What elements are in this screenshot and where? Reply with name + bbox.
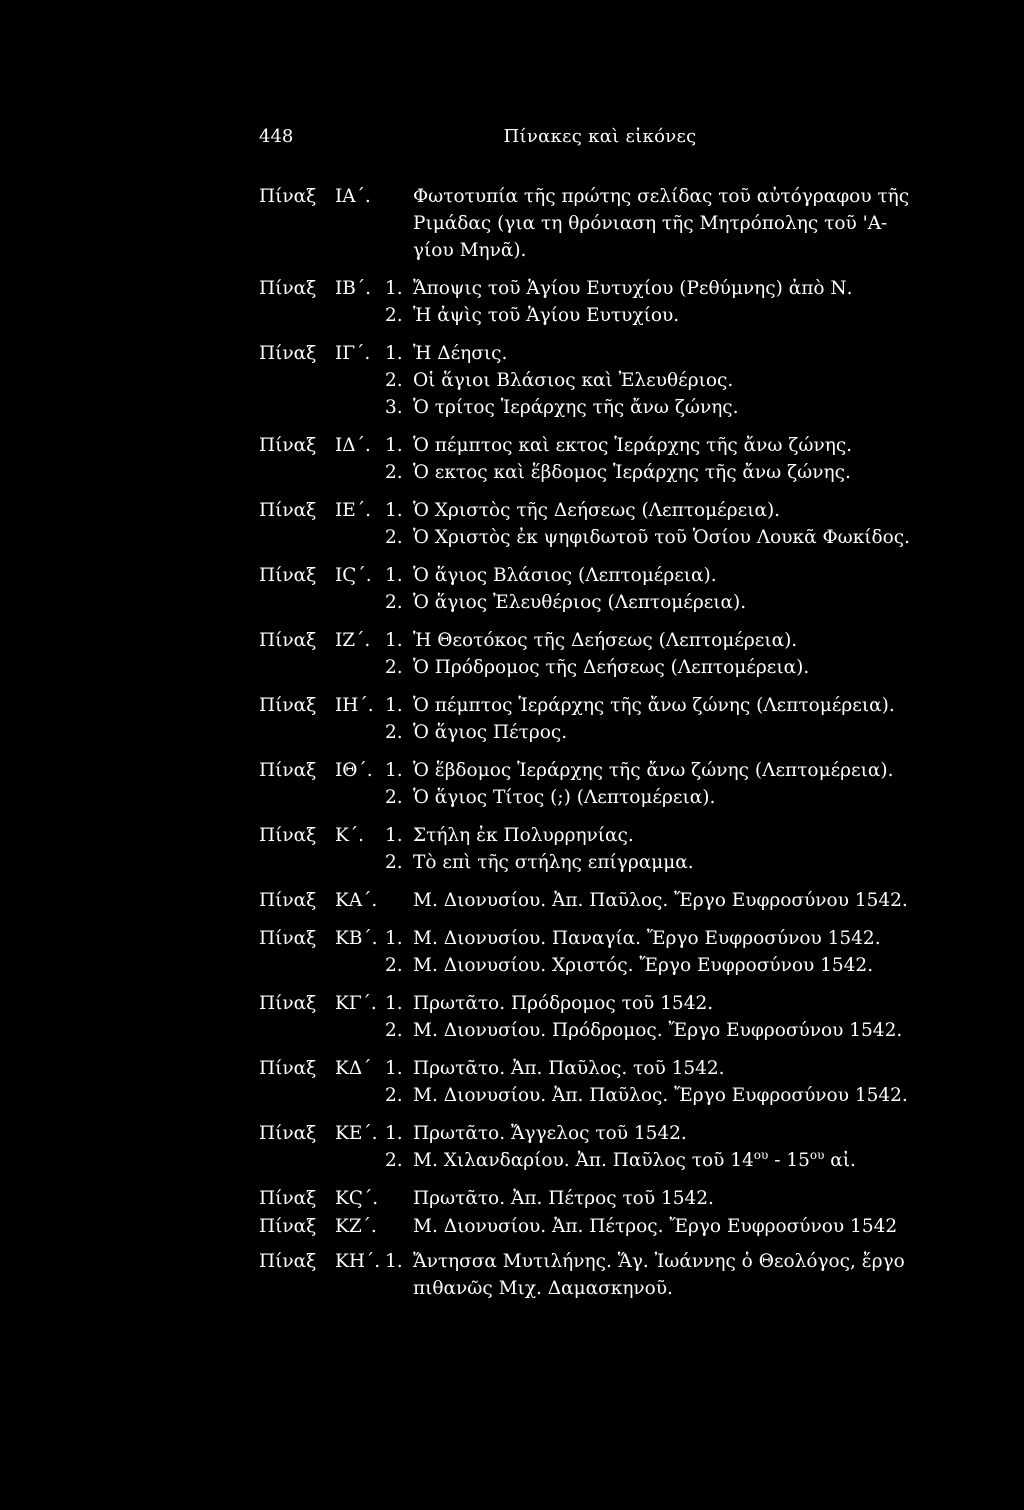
plate-label: Πίναξ [259, 565, 317, 586]
item-caption: Ὁ ἅγιος Βλάσιος (Λεπτομέρεια). [413, 565, 717, 586]
item-number: 1. [385, 343, 403, 364]
plate-number: ΙΔ΄. [335, 435, 371, 456]
plate-number: ΙΑ΄. [335, 186, 371, 207]
item-caption: Φωτοτυπία τῆς πρώτης σελίδας τοῦ αὐτόγραφου τῆς [413, 186, 910, 207]
plate-number: ΚΕ΄. [335, 1123, 378, 1144]
item-number: 2. [385, 1020, 403, 1041]
item-caption: γίου Μηνᾶ). [413, 240, 527, 261]
item-caption: Ἡ Δέησις. [413, 343, 508, 364]
plate-label: Πίναξ [259, 825, 317, 846]
plate-label: Πίναξ [259, 1058, 317, 1079]
item-caption: Ὁ ἅγιος Ἐλευθέριος (Λεπτομέρεια). [413, 592, 747, 613]
item-caption: Ὁ τρίτος Ἱεράρχης τῆς ἄνω ζώνης. [413, 397, 739, 418]
plate-number: ΚΖ΄. [335, 1216, 377, 1237]
item-caption: Ὁ πέμπτος καὶ εκτος Ἱεράρχης τῆς ἄνω ζώνης. [413, 435, 853, 456]
item-number: 1. [385, 1058, 403, 1079]
plate-label: Πίναξ [259, 278, 317, 299]
item-number: 1. [385, 928, 403, 949]
plate-label: Πίναξ [259, 760, 317, 781]
plate-number: ΚΒ΄. [335, 928, 378, 949]
item-caption: πιθανῶς Μιχ. Δαμασκηνοῦ. [413, 1278, 673, 1299]
plate-label: Πίναξ [259, 1216, 317, 1237]
plate-label: Πίναξ [259, 1188, 317, 1209]
item-caption: Ὁ Χριστὸς τῆς Δεήσεως (Λεπτομέρεια). [413, 500, 781, 521]
item-caption: Ἡ ἀψὶς τοῦ Ἁγίου Ευτυχίου. [413, 305, 680, 326]
item-number: 2. [385, 852, 403, 873]
item-number: 2. [385, 722, 403, 743]
item-caption: Ὁ Πρόδρομος τῆς Δεήσεως (Λεπτομέρεια). [413, 657, 810, 678]
item-number: 1. [385, 1251, 403, 1272]
item-caption: Μ. Διονυσίου. Χριστός. Ἔργο Ευφροσύνου 1542. [413, 955, 874, 976]
plate-label: Πίναξ [259, 695, 317, 716]
page-number: 448 [259, 126, 294, 147]
item-number: 1. [385, 278, 403, 299]
plate-number: ΙΒ΄. [335, 278, 372, 299]
plate-label: Πίναξ [259, 435, 317, 456]
plate-number: ΙϚ΄. [335, 565, 372, 586]
plate-number: ΙΖ΄. [335, 630, 371, 651]
item-number: 1. [385, 630, 403, 651]
item-number: 1. [385, 435, 403, 456]
item-number: 2. [385, 370, 403, 391]
item-caption: Τὸ επὶ τῆς στήλης επίγραμμα. [413, 852, 694, 873]
plate-number: ΚΑ΄. [335, 890, 378, 911]
plate-number: ΚΗ΄. [335, 1251, 381, 1272]
plate-label: Πίναξ [259, 343, 317, 364]
item-caption: Στήλη ἐκ Πολυρρηνίας. [413, 825, 634, 846]
item-caption: Ἄντησσα Μυτιλήνης. Ἅγ. Ἰωάννης ὁ Θεολόγος, ἔργο [413, 1251, 905, 1272]
item-caption: Οἱ ἅγιοι Βλάσιος καὶ Ἐλευθέριος. [413, 370, 734, 391]
item-caption: Μ. Διονυσίου. Πρόδρομος. Ἔργο Ευφροσύνου 1542. [413, 1020, 903, 1041]
item-number: 1. [385, 993, 403, 1014]
plate-number: ΙΓ΄. [335, 343, 371, 364]
item-number: 1. [385, 1123, 403, 1144]
item-number: 1. [385, 825, 403, 846]
item-number: 2. [385, 787, 403, 808]
running-title: Πίνακες καὶ εἰκόνες [503, 126, 697, 147]
item-caption: Ὁ Χριστὸς ἐκ ψηφιδωτοῦ τοῦ Ὁσίου Λουκᾶ Φωκίδος. [413, 527, 911, 548]
item-caption: Πρωτᾶτο. Ἄγγελος τοῦ 1542. [413, 1123, 687, 1144]
plate-number: ΙΕ΄. [335, 500, 371, 521]
item-number: 2. [385, 462, 403, 483]
item-number: 2. [385, 1150, 403, 1171]
item-caption: Πρωτᾶτο. Ἀπ. Παῦλος. τοῦ 1542. [413, 1058, 725, 1079]
item-number: 2. [385, 657, 403, 678]
plate-number: ΚΔ΄ [335, 1058, 372, 1079]
item-caption: Μ. Διονυσίου. Παναγία. Ἔργο Ευφροσύνου 1542. [413, 928, 881, 949]
item-number: 1. [385, 695, 403, 716]
plate-number: ΚϚ΄. [335, 1188, 379, 1209]
item-caption: Ἡ Θεοτόκος τῆς Δεήσεως (Λεπτομέρεια). [413, 630, 798, 651]
plate-number: Κ΄. [335, 825, 364, 846]
item-caption: Ὁ ἅγιος Τίτος (;) (Λεπτομέρεια). [413, 787, 716, 808]
plate-label: Πίναξ [259, 890, 317, 911]
item-number: 1. [385, 565, 403, 586]
plate-label: Πίναξ [259, 1123, 317, 1144]
plate-label: Πίναξ [259, 928, 317, 949]
page-header [0, 126, 1024, 156]
item-number: 3. [385, 397, 403, 418]
item-number: 1. [385, 500, 403, 521]
item-caption: Ὁ ἕβδομος Ἱεράρχης τῆς ἄνω ζώνης (Λεπτομέρεια). [413, 760, 894, 781]
plate-label: Πίναξ [259, 1251, 317, 1272]
item-number: 2. [385, 527, 403, 548]
item-number: 1. [385, 760, 403, 781]
plate-label: Πίναξ [259, 186, 317, 207]
plate-label: Πίναξ [259, 993, 317, 1014]
item-caption: Μ. Διονυσίου. Ἀπ. Παῦλος. Ἔργο Ευφροσύνου 1542. [413, 1085, 908, 1106]
item-number: 2. [385, 305, 403, 326]
item-caption: Ἄποψις τοῦ Ἁγίου Ευτυχίου (Ρεθύμνης) ἀπὸ Ν. [413, 278, 853, 299]
item-caption: Ὁ εκτος καὶ ἕβδομος Ἱεράρχης τῆς ἄνω ζώνης. [413, 462, 851, 483]
item-caption: Πρωτᾶτο. Ἀπ. Πέτρος τοῦ 1542. [413, 1188, 714, 1209]
item-caption: Ὁ ἅγιος Πέτρος. [413, 722, 568, 743]
item-caption: Ριμάδας (για τη θρόνιαση τῆς Μητρόπολης τοῦ 'Α- [413, 213, 888, 234]
plate-label: Πίναξ [259, 630, 317, 651]
item-caption: Μ. Διονυσίου. Ἀπ. Πέτρος. Ἔργο Ευφροσύνου 1542 [413, 1216, 898, 1237]
plate-label: Πίναξ [259, 500, 317, 521]
item-caption: Πρωτᾶτο. Πρόδρομος τοῦ 1542. [413, 993, 714, 1014]
plate-number: ΚΓ΄. [335, 993, 377, 1014]
item-caption: Μ. Χιλανδαρίου. Ἀπ. Παῦλος τοῦ $14^{o\upsilon} - 15^{o\upsilon}$ αἰ. [413, 1147, 856, 1171]
item-caption: Ὁ πέμπτος Ἱεράρχης τῆς ἄνω ζώνης (Λεπτομέρεια). [413, 695, 895, 716]
item-number: 2. [385, 1085, 403, 1106]
plate-number: ΙΘ΄. [335, 760, 373, 781]
item-caption: Μ. Διονυσίου. Ἀπ. Παῦλος. Ἔργο Ευφροσύνου 1542. [413, 890, 908, 911]
plate-number: ΙΗ΄. [335, 695, 374, 716]
item-number: 2. [385, 592, 403, 613]
item-number: 2. [385, 955, 403, 976]
